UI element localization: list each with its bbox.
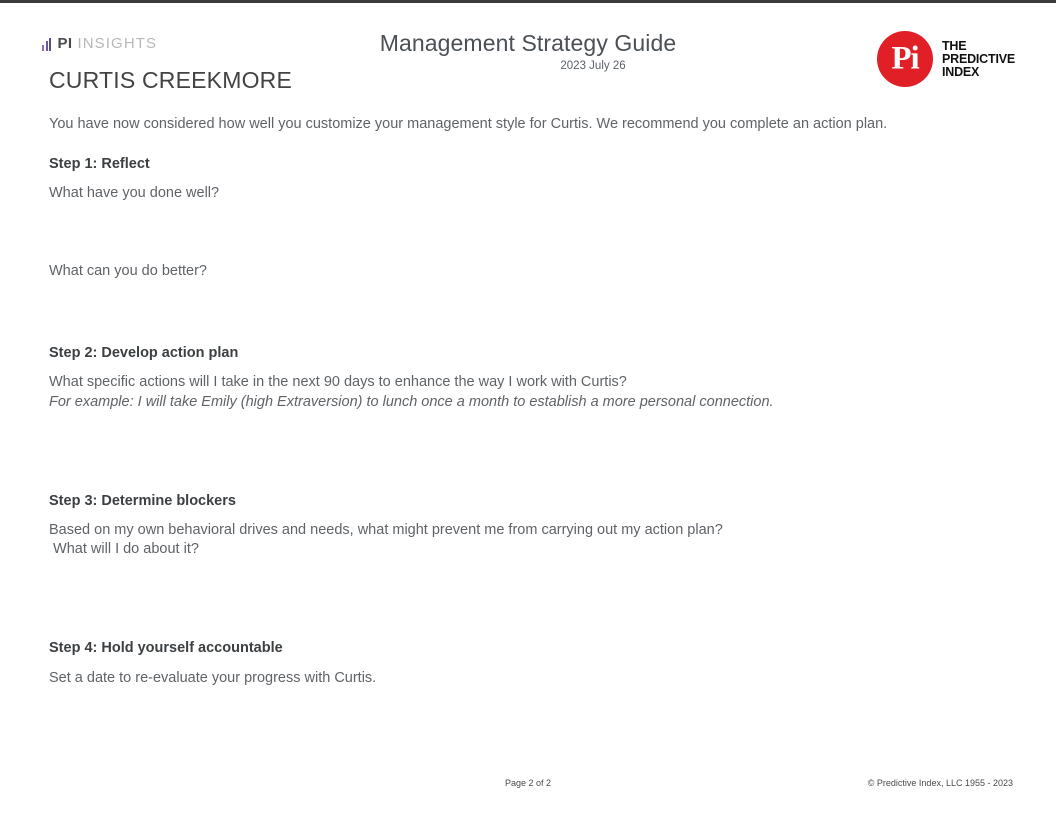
step-section-1 bbox=[49, 155, 1009, 281]
copyright-notice: © Predictive Index, LLC 1955 - 2023 bbox=[867, 778, 1013, 788]
step-4-heading: Step 4: Hold yourself accountable bbox=[49, 640, 283, 657]
document-body bbox=[49, 68, 1009, 688]
step-2-example: For example: I will take Emily (high Extraversion) to lunch once a month to establish a more personal connection. bbox=[49, 393, 774, 410]
step-3-question-2: What will I do about it? bbox=[49, 541, 199, 558]
step-section-3 bbox=[49, 492, 1009, 560]
brand-line-1: THE bbox=[941, 38, 967, 53]
pi-insights-word: INSIGHTS bbox=[77, 35, 158, 52]
step-2-heading: Step 2: Develop action plan bbox=[49, 345, 239, 362]
pi-insights-mark: PI bbox=[57, 35, 73, 52]
page-footer bbox=[0, 778, 1056, 792]
brand-line-3: INDEX bbox=[941, 64, 980, 79]
step-section-4 bbox=[49, 639, 1009, 688]
brand-line-2: PREDICTIVE bbox=[941, 51, 1015, 66]
step-3-question-1: Based on my own behavioral drives and needs, what might prevent me from carrying out my action plan? bbox=[49, 521, 723, 538]
intro-paragraph: You have now considered how well you customize your management style for Curtis. We recommend you complete an action plan. bbox=[49, 116, 888, 133]
document-title: Management Strategy Guide bbox=[379, 30, 677, 56]
step-2-question-1: What specific actions will I take in the next 90 days to enhance the way I work with Curtis? bbox=[49, 373, 627, 390]
step-1-question-1: What have you done well? bbox=[49, 184, 220, 201]
document-date: 2023 July 26 bbox=[560, 60, 626, 72]
predictive-index-monogram: Pi bbox=[891, 40, 919, 77]
step-3-heading: Step 3: Determine blockers bbox=[49, 493, 236, 510]
step-1-question-2: What can you do better? bbox=[49, 262, 207, 279]
step-1-heading: Step 1: Reflect bbox=[49, 156, 150, 173]
step-section-2 bbox=[49, 344, 1009, 412]
page-title: CURTIS CREEKMORE bbox=[49, 67, 293, 93]
step-4-question-1: Set a date to re-evaluate your progress with Curtis. bbox=[49, 669, 377, 686]
page-number: Page 2 of 2 bbox=[504, 778, 552, 788]
